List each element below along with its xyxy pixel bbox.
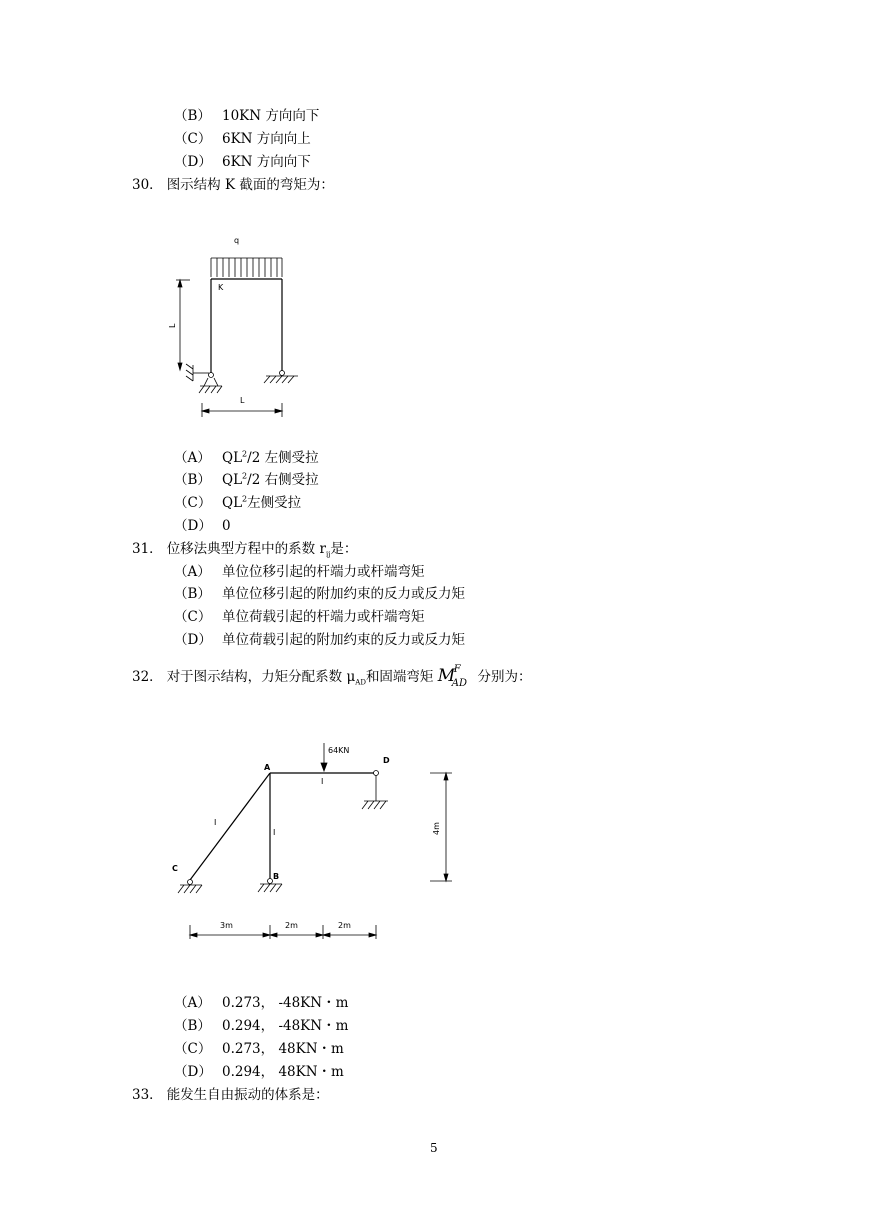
q32-dim-height-label: 4m — [432, 822, 441, 835]
q30-option-c: （C） $QL^2$左侧受拉 — [174, 494, 302, 511]
q30-right-support — [264, 371, 298, 384]
q31-question: 31． 位移法典型方程中的系数 $r_{ij}$是： — [132, 541, 358, 559]
q32-question: 32． 对于图示结构，力矩分配系数 $\mu_{AD}$和固端弯矩 M F AD 分别为： — [132, 664, 532, 689]
q32-option-a: （A） 0.273， -48KN・m — [174, 995, 349, 1011]
q32-option-c: （C） 0.273， 48KN・m — [174, 1041, 344, 1057]
q32-stiffness-ab: I — [273, 828, 276, 837]
q32-dim-1: 3m — [220, 921, 233, 930]
q32-stiffness-ac: I — [214, 818, 217, 827]
q32-stiffness-ad: I — [321, 777, 324, 786]
q32-option-d: （D） 0.294， 48KN・m — [174, 1064, 344, 1080]
q31-option-d: （D） 单位荷载引起的附加约束的反力或反力矩 — [174, 632, 465, 648]
q29-option-c: （C） 6KN 方向向上 — [174, 131, 311, 147]
q32-support-c — [178, 880, 202, 894]
q30-height-label: L — [168, 323, 177, 328]
q32-frame-diagram — [160, 735, 460, 945]
q30-question: 30． 图示结构 K 截面的弯矩为： — [132, 177, 334, 193]
q29-option-b: （B） 10KN 方向向下 — [174, 108, 320, 124]
q32-load-label: 64KN — [328, 746, 350, 755]
q29-option-d: （D） 6KN 方向向下 — [174, 154, 311, 170]
q31-option-a: （A） 单位位移引起的杆端力或杆端弯矩 — [174, 564, 425, 580]
q32-node-d: D — [383, 756, 390, 765]
q32-node-c: C — [172, 864, 178, 873]
q31-option-c: （C） 单位荷载引起的杆端力或杆端弯矩 — [174, 609, 425, 625]
q32-dim-3: 2m — [338, 921, 351, 930]
fixed-end-moment-symbol: M F AD — [437, 664, 467, 689]
q32-node-a: A — [264, 763, 271, 772]
q32-support-d — [362, 771, 388, 810]
q33-question: 33． 能发生自由振动的体系是： — [132, 1087, 329, 1103]
q31-option-b: （B） 单位位移引起的附加约束的反力或反力矩 — [174, 586, 465, 602]
q32-option-b: （B） 0.294， -48KN・m — [174, 1018, 349, 1034]
q30-section-label: K — [218, 283, 224, 292]
page-number: 5 — [430, 1141, 438, 1155]
q32-point-load — [321, 743, 327, 771]
q32-dim-2: 2m — [285, 921, 298, 930]
q30-frame-diagram — [160, 225, 310, 425]
q30-load-label: q — [234, 236, 240, 245]
q30-option-b: （B） $QL^2/2$ 右侧受拉 — [174, 471, 319, 488]
q30-left-support — [186, 364, 222, 393]
q30-option-d: （D） 0 — [174, 518, 231, 534]
q32-node-b: B — [273, 872, 280, 881]
q30-span-label: L — [240, 396, 245, 405]
q30-distributed-load — [211, 258, 282, 277]
q30-option-a: （A） $QL^2/2$ 左侧受拉 — [174, 449, 319, 466]
